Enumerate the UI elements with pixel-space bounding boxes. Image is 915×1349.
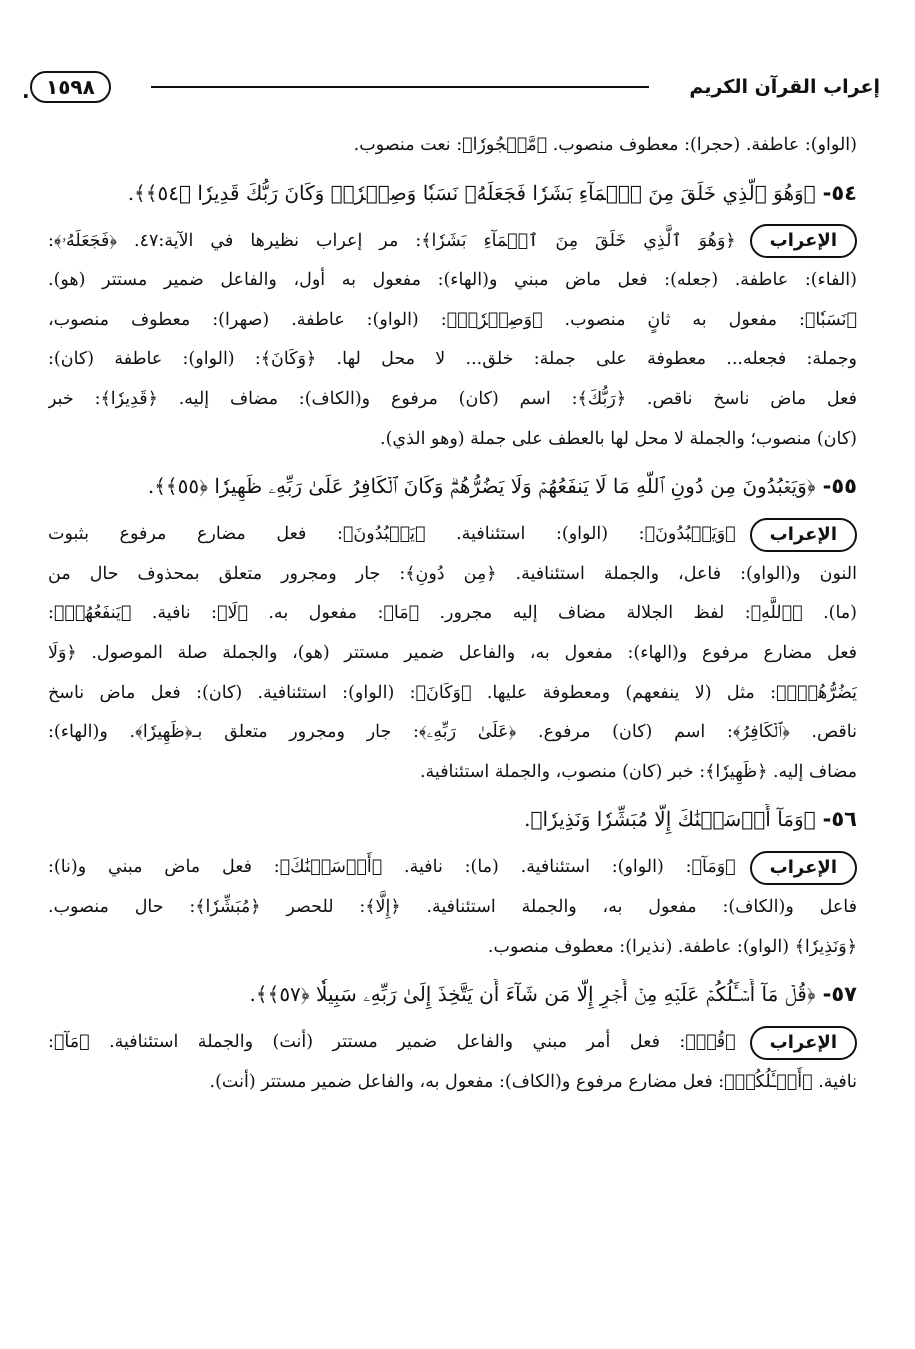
irab-block-57 [48,1023,857,1102]
irab-block-54 [48,222,857,460]
text-line: فاعل و(الكاف): مفعول به، والجملة استئنافية. ﴿إِلَّا﴾: للحصر ﴿مُبَشِّرٗا﴾: حال منصوب. [48,896,857,917]
verse-number: ٥٤- [822,180,857,205]
verse-55 [48,471,857,501]
verse-56 [48,804,857,834]
text-line: النون و(الواو): فاعل، والجملة استئنافية. ﴿مِن دُونِ﴾: جار ومجرور متعلق بمحذوف حال من [48,563,857,584]
irab-row [48,515,857,555]
irab-label: الإعراب [750,518,857,552]
text-line: نافية. ﴿أَسۡـَٔلُكُمۡ﴾: فعل مضارع مرفوع و(الكاف): مفعول به، والفاعل ضمير مستتر (أنت). [209,1071,857,1092]
text-line: يَضُرُّهُمۡۗ﴾: مثل (لا ينفعهم) ومعطوفة عليها. ﴿وَكَانَ﴾: (الواو): استئنافية. (كان): فعل ماض ناسخ [48,682,857,703]
text-line: (الواو): عاطفة. (حجرا): معطوف منصوب. ﴿مَّحۡجُورٗا﴾: نعت منصوب. [353,135,857,155]
irab-label: الإعراب [750,1026,857,1060]
verse-text: ﴿قُلۡ مَآ أَسۡـَٔلُكُمۡ عَلَيۡهِ مِنۡ أَجۡرٍ إِلَّا مَن شَآءَ أَن يَتَّخِذَ إِلَىٰ رَبِّهِۦ سَبِيلٗا ﴿٥٧﴾﴾. [249,982,816,1007]
text-line: فعل مضارع مرفوع و(الهاء): مفعول به، والفاعل ضمير مستتر (هو)، والجملة صلة الموصول. ﴿وَلَا [48,642,857,663]
page-content [48,126,857,1114]
text-line: ﴿نَسَبٗا﴾: مفعول به ثانٍ منصوب. ﴿وَصِهۡرٗاۗ﴾: (الواو): عاطفة. (صهرا): معطوف منصوب، [48,309,857,330]
verse-text: ﴿وَيَعۡبُدُونَ مِن دُونِ ٱللَّهِ مَا لَا يَنفَعُهُمۡ وَلَا يَضُرُّهُمۡۗ وَكَانَ ٱلۡكَافِرُ عَلَىٰ رَبِّهِۦ ظَهِيرٗا ﴿٥٥﴾﴾. [147,474,816,499]
text-line: (الفاء): عاطفة. (جعله): فعل ماض مبني و(الهاء): مفعول به أول، والفاعل ضمير مستتر (هو). [48,270,857,291]
text-line: فعل ماض ناسخ ناقص. ﴿رَبُّكَ﴾: اسم (كان) مرفوع و(الكاف): مضاف إليه. ﴿قَدِيرٗا﴾: خبر [48,388,857,409]
page-number: ١٥٩٨ . [30,71,111,103]
verse-text: ﴿وَهُوَ ٱلَّذِي خَلَقَ مِنَ ٱلۡمَآءِ بَشَرٗا فَجَعَلَهُۥ نَسَبٗا وَصِهۡرٗاۗ وَكَانَ رَبُّكَ قَدِيرٗا ﴿٥٤﴾﴾. [127,180,816,205]
verse-number: ٥٥- [822,474,857,499]
text-line: ﴿قُلۡ﴾: فعل أمر مبني والفاعل ضمير مستتر (أنت) والجملة استئنافية. ﴿مَآ﴾: [48,1032,736,1053]
irab-row [48,1023,857,1063]
header-rule [151,86,650,88]
irab-block-56 [48,848,857,967]
intro-block [48,126,857,166]
irab-row [48,848,857,888]
text-line: (ما). ﴿ٱللَّهِ﴾: لفظ الجلالة مضاف إليه مجرور. ﴿مَا﴾: مفعول به. ﴿لَا﴾: نافية. ﴿يَنفَعُهُمۡ﴾: [48,603,857,624]
verse-text: ﴿وَمَآ أَرۡسَلۡنَٰكَ إِلَّا مُبَشِّرٗا وَنَذِيرٗا﴾. [524,807,816,832]
irab-row [48,222,857,262]
text-line: وجملة: فجعله... معطوفة على جملة: خلق... لا محل لها. ﴿وَكَانَ﴾: (الواو): عاطفة (كان): [48,349,857,370]
verse-number: ٥٦- [822,807,857,832]
text-line: (كان) منصوب؛ والجملة لا محل لها بالعطف على جملة (وهو الذي). [380,428,857,449]
text-line: ناقص. ﴿ٱلۡكَافِرُ﴾: اسم (كان) مرفوع. ﴿عَلَىٰ رَبِّهِۦ﴾: جار ومجرور متعلق بـ﴿ظَهِيرٗا﴾. و(الهاء): [48,722,857,743]
text-line: مضاف إليه. ﴿ظَهِيرٗا﴾: خبر (كان) منصوب، والجملة استئنافية. [419,761,857,782]
running-header [30,62,880,112]
verse-54 [48,178,857,208]
irab-block-55 [48,515,857,792]
text-line: ﴿وَمَآ﴾: (الواو): استئنافية. (ما): نافية. ﴿أَرۡسَلۡنَٰكَ﴾: فعل ماض مبني و(نا): [48,857,736,878]
text-line: ﴿وَنَذِيرٗا﴾ (الواو): عاطفة. (نذيرا): معطوف منصوب. [487,936,857,957]
irab-label: الإعراب [750,224,857,258]
irab-label: الإعراب [750,851,857,885]
text-line: ﴿وَهُوَ ٱلَّذِي خَلَقَ مِنَ ٱلۡمَآءِ بَشَرٗا﴾: مر إعراب نظيرها في الآية:٤٧. ﴿فَجَعَلَهُۥ﴾: [48,230,736,251]
verse-number: ٥٧- [822,982,857,1007]
book-title: إعراب القرآن الكريم [689,76,880,98]
text-line: ﴿وَيَعۡبُدُونَ﴾: (الواو): استئنافية. ﴿يَعۡبُدُونَ﴾: فعل مضارع مرفوع بثبوت [48,524,736,545]
verse-57 [48,979,857,1009]
